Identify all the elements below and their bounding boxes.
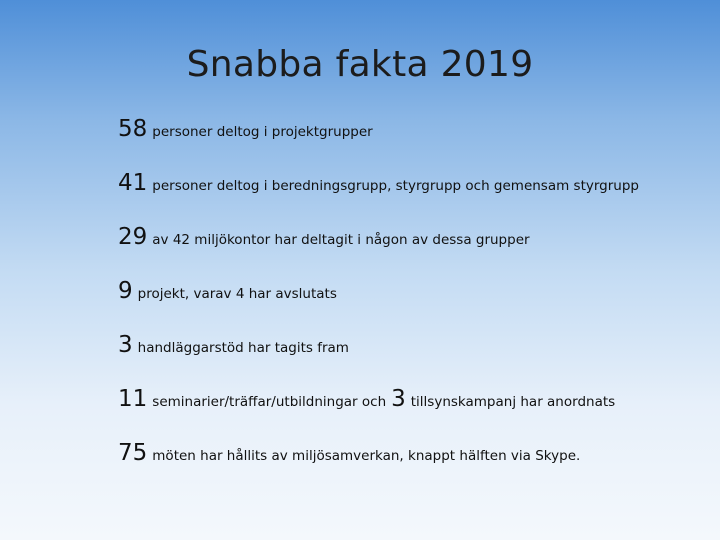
fact-number-secondary: 3 <box>391 386 406 412</box>
fact-text: personer deltog i projektgrupper <box>152 124 373 140</box>
fact-number: 29 <box>118 224 148 250</box>
fact-text: personer deltog i beredningsgrupp, styrgrupp och gemensam styrgrupp <box>152 178 639 194</box>
fact-text: av 42 miljökontor har deltagit i någon av dessa grupper <box>152 232 530 248</box>
fact-number: 58 <box>118 116 148 142</box>
fact-text: projekt, varav 4 har avslutats <box>137 286 337 302</box>
fact-item <box>118 116 373 142</box>
fact-number: 3 <box>118 332 133 358</box>
fact-number: 11 <box>118 386 148 412</box>
fact-number: 9 <box>118 278 133 304</box>
slide-title: Snabba fakta 2019 <box>186 44 534 85</box>
fact-text: handläggarstöd har tagits fram <box>137 340 349 356</box>
fact-text: möten har hållits av miljösamverkan, knappt hälften via Skype. <box>152 448 581 464</box>
fact-text-secondary: tillsynskampanj har anordnats <box>410 394 616 410</box>
fact-item <box>118 170 639 196</box>
fact-number: 75 <box>118 440 148 466</box>
fact-item <box>118 386 615 412</box>
fact-item <box>118 224 530 250</box>
fact-item <box>118 440 580 466</box>
fact-item <box>118 278 337 304</box>
fact-item <box>118 332 349 358</box>
fact-text: seminarier/träffar/utbildningar och <box>152 394 387 410</box>
fact-number: 41 <box>118 170 148 196</box>
